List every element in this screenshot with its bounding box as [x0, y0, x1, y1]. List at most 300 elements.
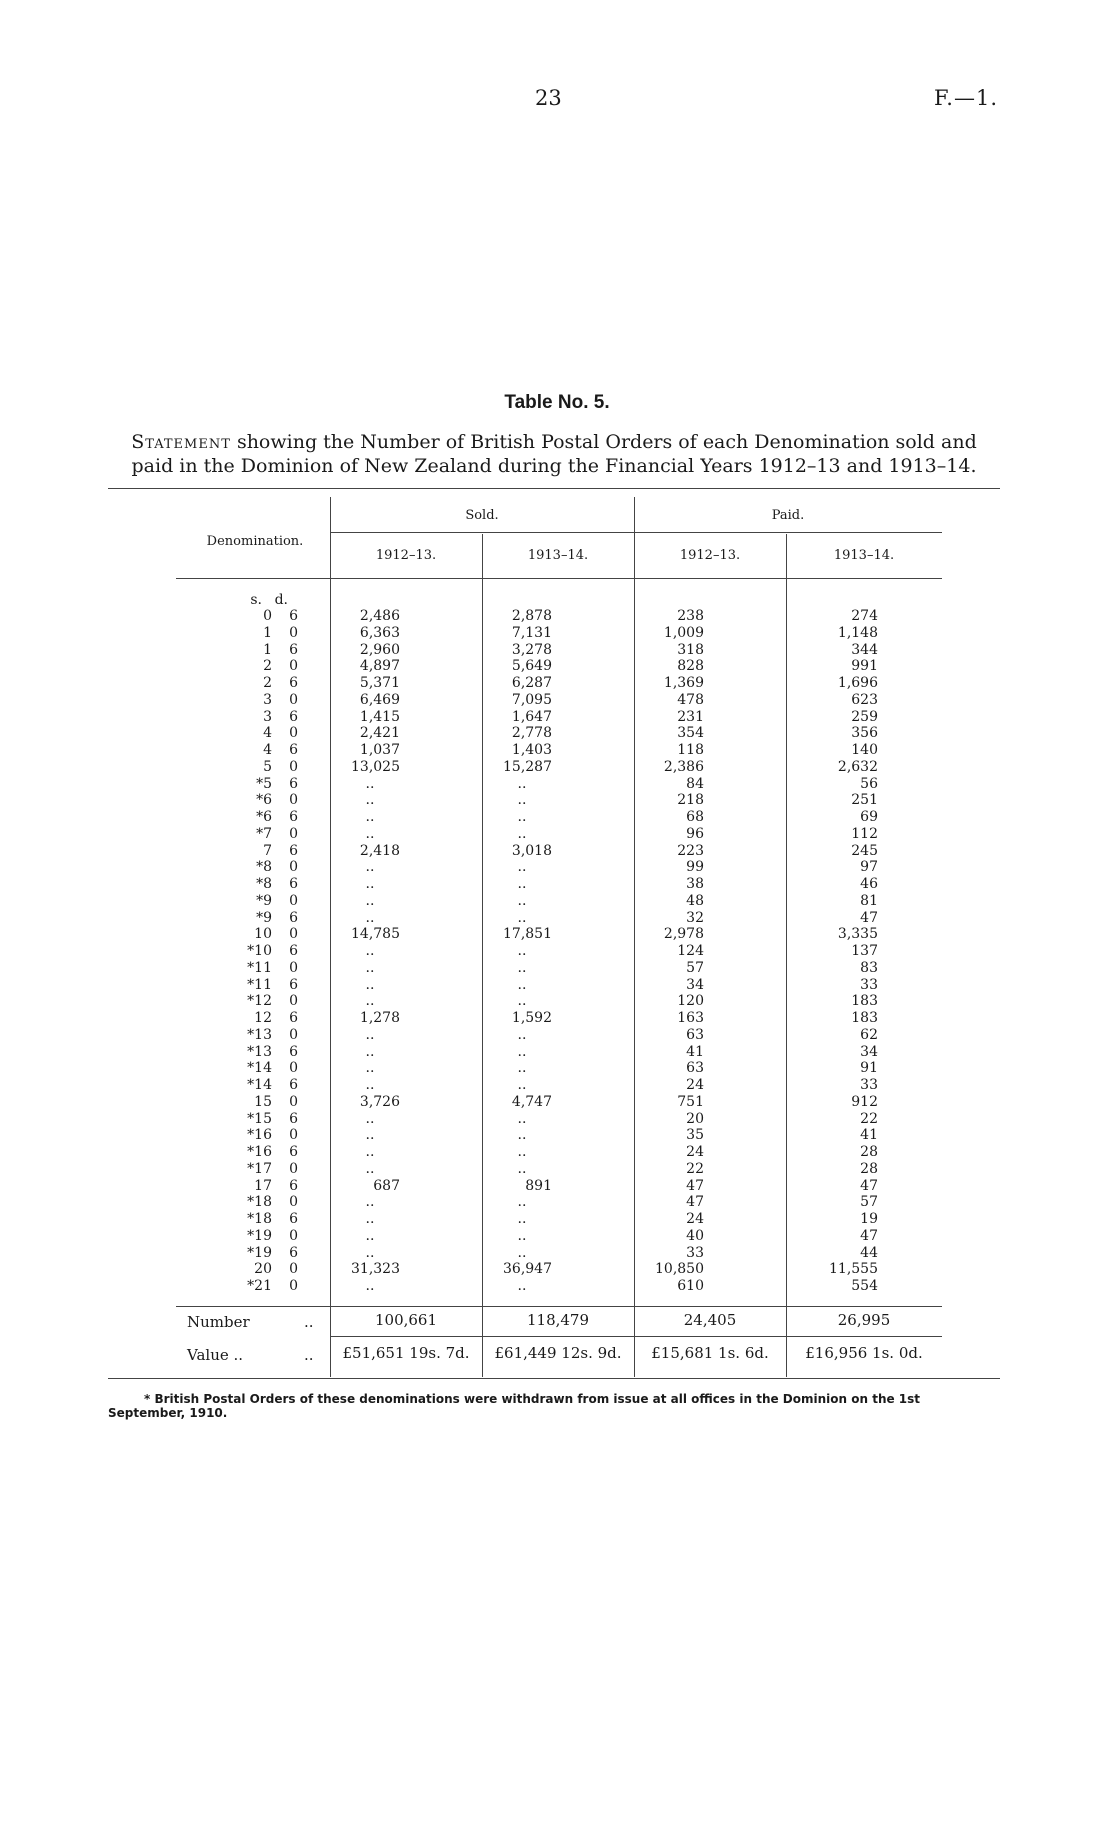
paid-1913-cell [756, 910, 912, 927]
sold-1913-cell [452, 759, 604, 776]
table-row [176, 709, 912, 726]
value-sold-1913: £61,449 12s. 9d. [494, 1344, 622, 1362]
cell-value: .. [365, 809, 375, 825]
paid-1913-cell [756, 625, 912, 642]
denomination-cell [176, 1261, 298, 1278]
table-row [176, 792, 912, 809]
sold-1913-cell [452, 1094, 604, 1111]
sold-1912-cell [298, 658, 452, 675]
pence-value: 0 [289, 725, 298, 742]
table-row [176, 725, 912, 742]
sold-1912-cell [298, 1211, 452, 1228]
cell-value: 1,415 [359, 708, 400, 725]
paid-1913-cell [756, 1278, 912, 1295]
denomination-cell [176, 910, 298, 927]
table-row [176, 658, 912, 675]
sold-1912-cell [298, 893, 452, 910]
shillings-value: *7 [256, 825, 272, 842]
paid-1913-cell [756, 960, 912, 977]
sold-1913-cell [452, 692, 604, 709]
shillings-value: 15 [254, 1093, 272, 1110]
value-dots: .. [304, 1346, 314, 1364]
sold-1913-cell [452, 1027, 604, 1044]
cell-value: .. [517, 1026, 527, 1043]
shillings-value: *14 [247, 1060, 272, 1077]
cell-value: 1,037 [359, 742, 400, 758]
cell-value: 6,469 [359, 691, 400, 708]
pence-value: 0 [289, 825, 298, 842]
denomination-cell [176, 1278, 298, 1295]
pence-value: 6 [289, 1077, 298, 1093]
paid-1913-cell [756, 792, 912, 809]
cell-value: .. [365, 1194, 375, 1211]
page-reference: F.—1. [934, 86, 999, 110]
paid-1912-cell [604, 943, 756, 960]
paid-1913-cell [756, 675, 912, 692]
cell-value: 2,418 [359, 842, 400, 859]
denomination-cell [176, 1161, 298, 1178]
cell-value: 11,555 [829, 1261, 878, 1278]
cell-value: 124 [677, 943, 704, 959]
denomination-cell [176, 893, 298, 910]
sold-1912-cell [298, 910, 452, 927]
sold-1913-cell [452, 1111, 604, 1128]
shillings-value: *21 [247, 1278, 272, 1294]
pence-value: 6 [289, 1043, 298, 1060]
table-row [176, 1278, 912, 1295]
unit-shillings: s. [250, 592, 262, 608]
pence-value: 6 [289, 775, 298, 792]
cell-value: 5,371 [359, 675, 400, 691]
cell-value: 274 [851, 608, 878, 624]
cell-value: 35 [686, 1127, 704, 1144]
denomination-cell [176, 1228, 298, 1245]
denomination-cell [176, 742, 298, 759]
cell-value: 6,363 [359, 624, 400, 641]
cell-value: .. [365, 792, 375, 809]
table-row [176, 1044, 912, 1061]
cell-value: 99 [686, 859, 704, 876]
cell-value: 183 [851, 1010, 878, 1026]
sold-1912-cell [298, 1010, 452, 1027]
denomination-cell [176, 859, 298, 876]
paid-1913-cell [756, 1144, 912, 1161]
sold-1912-cell [298, 1094, 452, 1111]
cell-value: .. [517, 976, 527, 993]
sold-1912-cell [298, 1111, 452, 1128]
sold-1913-cell [452, 926, 604, 943]
shillings-value: 12 [254, 1010, 272, 1026]
paid-1913-cell [756, 658, 912, 675]
cell-value: .. [365, 1077, 375, 1093]
paid-1912-cell [604, 608, 756, 625]
pence-value: 6 [289, 1177, 298, 1194]
shillings-value: *5 [256, 775, 272, 792]
pence-value: 0 [289, 859, 298, 876]
cell-value: .. [517, 1077, 527, 1093]
cell-value: 83 [860, 959, 878, 976]
cell-value: 41 [860, 1127, 878, 1144]
denomination-cell [176, 759, 298, 776]
table-row [176, 1144, 912, 1161]
shillings-value: 20 [254, 1261, 272, 1278]
cell-value: 48 [686, 892, 704, 909]
denomination-cell [176, 1044, 298, 1061]
paid-1912-cell [604, 1194, 756, 1211]
denomination-cell [176, 776, 298, 793]
cell-value: 20 [686, 1110, 704, 1127]
cell-value: .. [517, 1227, 527, 1244]
paid-1912-cell [604, 809, 756, 826]
shillings-value: 17 [254, 1177, 272, 1194]
cell-value: 28 [860, 1144, 878, 1160]
paid-1912-cell [604, 960, 756, 977]
shillings-value: *11 [247, 959, 272, 976]
sold-1912-cell [298, 960, 452, 977]
table-row [176, 759, 912, 776]
cell-value: 24 [686, 1144, 704, 1160]
paid-1913-cell [756, 1261, 912, 1278]
paid-1913-cell [756, 1178, 912, 1195]
sold-1913-cell [452, 1127, 604, 1144]
table-row [176, 1010, 912, 1027]
paid-1913-cell [756, 608, 912, 625]
pence-value: 0 [289, 1127, 298, 1144]
cell-value: 69 [860, 809, 878, 825]
cell-value: .. [365, 1043, 375, 1060]
table-row [176, 776, 912, 793]
number-sold-1913: 118,479 [526, 1311, 590, 1329]
pence-value: 0 [289, 1278, 298, 1294]
pence-value: 0 [289, 1160, 298, 1177]
cell-value: 163 [677, 1010, 704, 1026]
denomination-cell [176, 1211, 298, 1228]
paid-1913-cell [756, 1194, 912, 1211]
table-row [176, 1178, 912, 1195]
table-row [176, 876, 912, 893]
sold-1912-cell [298, 792, 452, 809]
cell-value: 47 [860, 1227, 878, 1244]
table-row [176, 1194, 912, 1211]
denomination-cell [176, 792, 298, 809]
denomination-cell [176, 709, 298, 726]
sold-1913-cell [452, 893, 604, 910]
cell-value: 356 [851, 725, 878, 742]
cell-value: .. [517, 825, 527, 842]
cell-value: 3,726 [359, 1093, 400, 1110]
cell-value: 1,403 [511, 742, 552, 758]
sold-1913-cell [452, 943, 604, 960]
cell-value: 47 [686, 1194, 704, 1211]
sold-1912-cell [298, 809, 452, 826]
cell-value: 112 [851, 825, 878, 842]
sold-1913-cell [452, 1161, 604, 1178]
cell-value: 47 [860, 1177, 878, 1194]
sold-1912-cell [298, 1144, 452, 1161]
table-row [176, 1060, 912, 1077]
cell-value: 118 [677, 742, 704, 758]
cell-value: .. [365, 1278, 375, 1294]
paid-1913-cell [756, 993, 912, 1010]
cell-value: 912 [851, 1093, 878, 1110]
sold-1913-cell [452, 1278, 604, 1295]
shillings-value: 3 [263, 691, 272, 708]
paid-1912-cell [604, 1278, 756, 1295]
pence-value: 6 [289, 809, 298, 825]
cell-value: 1,148 [837, 624, 878, 641]
unit-pence: d. [274, 592, 288, 608]
paid-1912-cell [604, 977, 756, 994]
sold-1913-cell [452, 1044, 604, 1061]
cell-value: 1,647 [511, 708, 552, 725]
cell-value: 2,778 [511, 725, 552, 742]
value-paid-1912: £15,681 1s. 6d. [651, 1344, 769, 1362]
cell-value: 3,018 [511, 842, 552, 859]
pence-value: 6 [289, 876, 298, 892]
denomination-cell [176, 1111, 298, 1128]
paid-1913-cell [756, 1044, 912, 1061]
pence-value: 6 [289, 641, 298, 658]
shillings-value: 1 [263, 624, 272, 641]
cell-value: 554 [851, 1278, 878, 1294]
cell-value: 2,421 [359, 725, 400, 742]
paid-1912-cell [604, 1077, 756, 1094]
sold-1912-cell [298, 725, 452, 742]
sold-1912-cell [298, 1077, 452, 1094]
sold-1913-cell [452, 859, 604, 876]
denomination-cell [176, 826, 298, 843]
paid-1913-cell [756, 709, 912, 726]
shillings-value: *13 [247, 1043, 272, 1060]
cell-value: 137 [851, 943, 878, 959]
paid-1913-cell [756, 1211, 912, 1228]
table-row [176, 742, 912, 759]
caption-text: showing the Number of British Postal Orders of each Denomination sold and paid in the Dominion of New Zealand during the Financial Years 1912–13 and 1913–14. [131, 431, 977, 477]
sold-1913-cell [452, 675, 604, 692]
denomination-cell [176, 1194, 298, 1211]
paid-1912-cell [604, 843, 756, 860]
pence-value: 0 [289, 1194, 298, 1211]
paid-1912-cell [604, 1228, 756, 1245]
cell-value: 251 [851, 792, 878, 809]
cell-value: 231 [677, 708, 704, 725]
sold-1913-cell [452, 792, 604, 809]
paid-1912-cell [604, 759, 756, 776]
paid-1912-cell [604, 675, 756, 692]
cell-value: 63 [686, 1060, 704, 1077]
pence-value: 0 [289, 1227, 298, 1244]
paid-1912-cell [604, 1044, 756, 1061]
paid-1912-cell [604, 725, 756, 742]
cell-value: 2,978 [663, 926, 704, 943]
cell-value: 891 [525, 1177, 552, 1194]
cell-value: 610 [677, 1278, 704, 1294]
shillings-value: *9 [256, 909, 272, 926]
cell-value: 1,278 [359, 1010, 400, 1026]
cell-value: .. [517, 1278, 527, 1294]
totals-top-rule [176, 1306, 942, 1307]
footnote: * British Postal Orders of these denominations were withdrawn from issue at all offices in the Dominion on the 1st September, 1910. [108, 1392, 921, 1420]
sold-1912-cell [298, 943, 452, 960]
paid-1913-cell [756, 692, 912, 709]
sold-1912-cell [298, 926, 452, 943]
cell-value: 218 [677, 792, 704, 809]
cell-value: .. [517, 909, 527, 926]
pence-value: 6 [289, 976, 298, 993]
cell-value: 57 [860, 1194, 878, 1211]
denomination-cell [176, 642, 298, 659]
cell-value: .. [517, 775, 527, 792]
cell-value: 97 [860, 859, 878, 876]
paid-1913-cell [756, 776, 912, 793]
table-row [176, 826, 912, 843]
denomination-cell [176, 625, 298, 642]
pence-value: 0 [289, 993, 298, 1010]
sold-1912-cell [298, 1278, 452, 1295]
paid-1913-cell [756, 926, 912, 943]
cell-value: .. [517, 1043, 527, 1060]
sold-1913-cell [452, 776, 604, 793]
paid-1913-cell [756, 859, 912, 876]
pence-value: 6 [289, 909, 298, 926]
cell-value: 33 [860, 1077, 878, 1093]
shillings-value: *9 [256, 892, 272, 909]
cell-value: 28 [860, 1160, 878, 1177]
denomination-cell [176, 1144, 298, 1161]
sold-1913-cell [452, 910, 604, 927]
pence-value: 0 [289, 1060, 298, 1077]
cell-value: .. [517, 859, 527, 876]
number-label: Number [187, 1313, 250, 1331]
denomination-cell [176, 658, 298, 675]
paid-1912-cell [604, 692, 756, 709]
paid-1913-cell [756, 742, 912, 759]
sold-1913-cell [452, 608, 604, 625]
cell-value: 40 [686, 1227, 704, 1244]
paid-1912-cell [604, 1261, 756, 1278]
paid-1913-header: 1913–14. [833, 548, 895, 563]
cell-value: .. [365, 909, 375, 926]
shillings-value: 7 [263, 842, 272, 859]
paid-1912-cell [604, 993, 756, 1010]
sold-header: Sold. [465, 508, 499, 523]
sold-1913-cell [452, 709, 604, 726]
cell-value: 1,369 [663, 675, 704, 691]
sold-1912-cell [298, 675, 452, 692]
pence-value: 6 [289, 608, 298, 624]
table-row [176, 608, 912, 625]
paid-1912-cell [604, 859, 756, 876]
cell-value: .. [517, 1127, 527, 1144]
cell-value: .. [365, 1026, 375, 1043]
pence-value: 0 [289, 624, 298, 641]
cell-value: .. [365, 959, 375, 976]
paid-1912-cell [604, 1161, 756, 1178]
denomination-cell [176, 1245, 298, 1262]
shillings-value: *16 [247, 1144, 272, 1160]
denomination-header: Denomination. [206, 534, 304, 549]
cell-value: 1,592 [511, 1010, 552, 1026]
sold-1913-cell [452, 1060, 604, 1077]
table-caption [108, 430, 1000, 478]
denomination-cell [176, 926, 298, 943]
sold-1912-cell [298, 608, 452, 625]
sold-1912-cell [298, 642, 452, 659]
cell-value: .. [517, 1211, 527, 1227]
sold-1912-cell [298, 1194, 452, 1211]
cell-value: 478 [677, 691, 704, 708]
totals-mid-rule [330, 1336, 942, 1337]
paid-1913-cell [756, 1245, 912, 1262]
paid-1913-cell [756, 893, 912, 910]
sold-1912-cell [298, 1060, 452, 1077]
cell-value: 57 [686, 959, 704, 976]
paid-1912-cell [604, 1010, 756, 1027]
value-label: Value .. [187, 1346, 244, 1364]
cell-value: .. [365, 859, 375, 876]
sold-1913-cell [452, 1211, 604, 1228]
cell-value: 96 [686, 825, 704, 842]
table-row [176, 1094, 912, 1111]
table-row [176, 893, 912, 910]
cell-value: .. [517, 993, 527, 1010]
cell-value: 31,323 [351, 1261, 400, 1278]
table-row [176, 993, 912, 1010]
paid-1913-cell [756, 759, 912, 776]
cell-value: 81 [860, 892, 878, 909]
paid-1913-cell [756, 1010, 912, 1027]
paid-1912-cell [604, 776, 756, 793]
table-bottom-rule [108, 1378, 1000, 1379]
sold-1913-cell [452, 977, 604, 994]
denomination-cell [176, 876, 298, 893]
shillings-value: *13 [247, 1026, 272, 1043]
pence-value: 0 [289, 691, 298, 708]
cell-value: 33 [860, 976, 878, 993]
paid-1913-cell [756, 642, 912, 659]
cell-value: .. [517, 792, 527, 809]
shillings-value: *19 [247, 1244, 272, 1261]
paid-1912-cell [604, 876, 756, 893]
table-title: Table No. 5. [504, 392, 610, 413]
number-paid-1912: 24,405 [683, 1311, 737, 1329]
table-row [176, 1211, 912, 1228]
sold-1913-header: 1913–14. [527, 548, 589, 563]
denomination-cell [176, 993, 298, 1010]
pence-value: 6 [289, 1211, 298, 1227]
sold-1912-cell [298, 759, 452, 776]
cell-value: .. [365, 1110, 375, 1127]
pence-value: 0 [289, 792, 298, 809]
pence-value: 6 [289, 943, 298, 959]
sold-1913-cell [452, 843, 604, 860]
cell-value: 344 [851, 641, 878, 658]
cell-value: .. [517, 1244, 527, 1261]
cell-value: 63 [686, 1026, 704, 1043]
cell-value: 354 [677, 725, 704, 742]
cell-value: 2,960 [359, 641, 400, 658]
cell-value: 41 [686, 1043, 704, 1060]
table-row [176, 1127, 912, 1144]
paid-1912-cell [604, 1027, 756, 1044]
paid-1912-cell [604, 742, 756, 759]
sold-1912-cell [298, 1044, 452, 1061]
cell-value: 120 [677, 993, 704, 1010]
denomination-cell [176, 977, 298, 994]
sold-1912-cell [298, 1161, 452, 1178]
data-table [176, 608, 912, 1295]
cell-value: 10,850 [655, 1261, 704, 1278]
